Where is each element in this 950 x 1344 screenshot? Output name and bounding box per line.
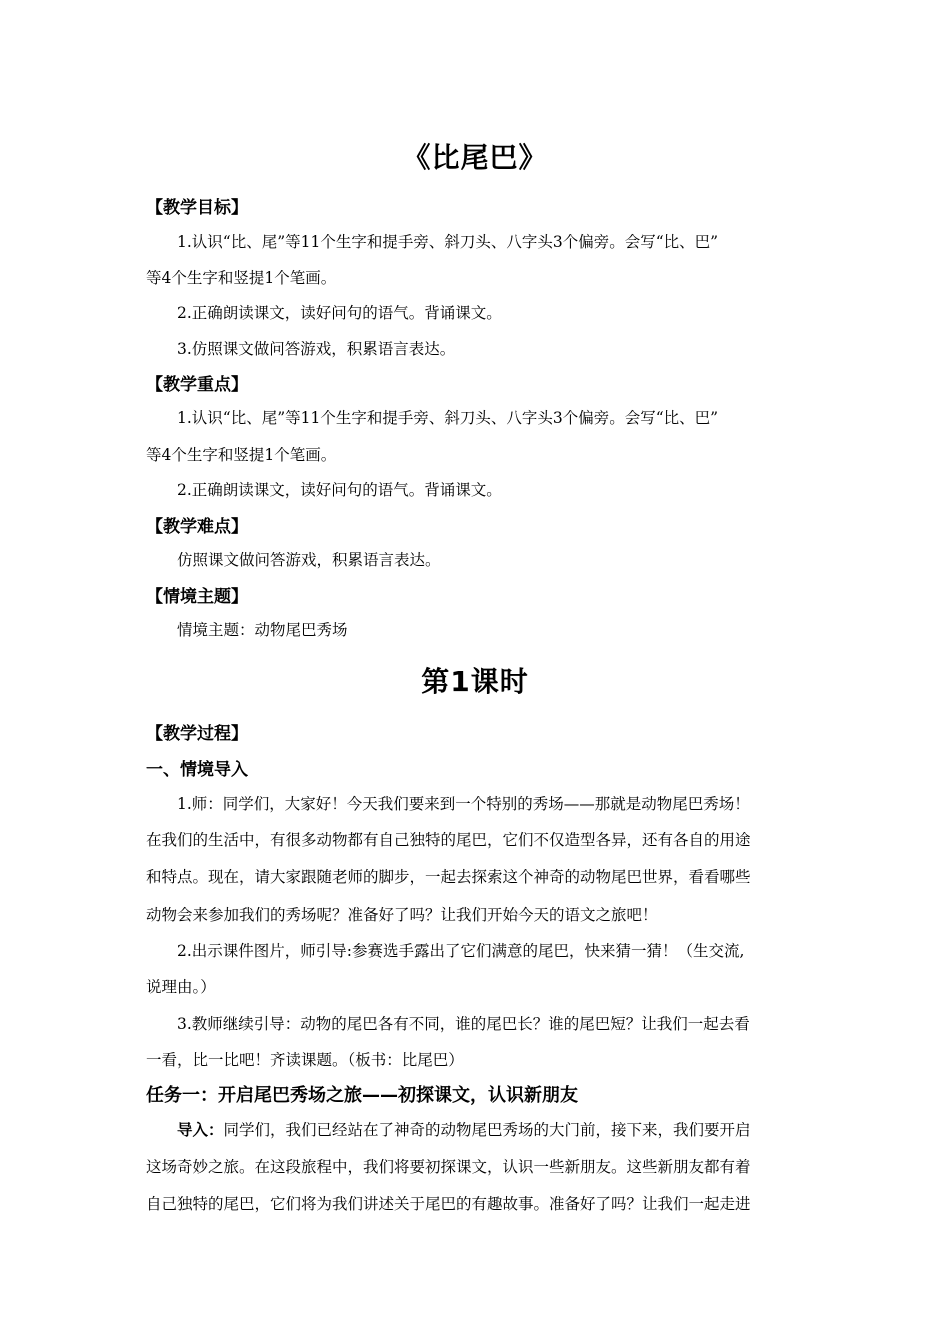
paragraph-3-line-1: 3.教师继续引导：动物的尾巴各有不同，谁的尾巴长？谁的尾巴短？让我们一起去看 bbox=[177, 1015, 750, 1033]
goals-heading: 【教学目标】 bbox=[146, 198, 248, 218]
intro-line-1 bbox=[177, 1118, 751, 1140]
goals-item-1-line-2: 等4个生字和竖提1个笔画。 bbox=[146, 269, 337, 287]
lesson-title: 第1课时 bbox=[421, 665, 529, 698]
intro-line-3: 自己独特的尾巴，它们将为我们讲述关于尾巴的有趣故事。准备好了吗？让我们一起走进 bbox=[146, 1195, 751, 1213]
goals-item-3: 3.仿照课文做问答游戏，积累语言表达。 bbox=[177, 340, 456, 358]
theme-heading: 【情境主题】 bbox=[146, 587, 248, 607]
paragraph-1-line-1: 1.师：同学们，大家好！今天我们要来到一个特别的秀场——那就是动物尾巴秀场！ bbox=[177, 795, 750, 813]
intro-line-2: 这场奇妙之旅。在这段旅程中，我们将要初探课文，认识一些新朋友。这些新朋友都有着 bbox=[146, 1158, 751, 1176]
goals-item-2: 2.正确朗读课文，读好问句的语气。背诵课文。 bbox=[177, 304, 502, 322]
goals-item-1-line-1: 1.认识“比、尾”等11个生字和提手旁、斜刀头、八字头3个偏旁。会写“比、巴” bbox=[177, 233, 719, 251]
key-points-heading: 【教学重点】 bbox=[146, 375, 248, 395]
task-1-heading: 任务一：开启尾巴秀场之旅——初探课文，认识新朋友 bbox=[146, 1085, 578, 1106]
document-title: 《比尾巴》 bbox=[402, 141, 548, 174]
section-1-heading: 一、情境导入 bbox=[146, 760, 248, 780]
key-points-item-2: 2.正确朗读课文，读好问句的语气。背诵课文。 bbox=[177, 481, 502, 499]
paragraph-2-line-1: 2.出示课件图片，师引导:参赛选手露出了它们满意的尾巴，快来猜一猜！（生交流, bbox=[177, 942, 745, 960]
difficulties-text: 仿照课文做问答游戏，积累语言表达。 bbox=[177, 551, 441, 569]
intro-line-1-text: 同学们，我们已经站在了神奇的动物尾巴秀场的大门前，接下来，我们要开启 bbox=[223, 1121, 751, 1139]
difficulties-heading: 【教学难点】 bbox=[146, 517, 248, 537]
paragraph-1-line-3: 和特点。现在，请大家跟随老师的脚步，一起去探索这个神奇的动物尾巴世界，看看哪些 bbox=[146, 868, 751, 886]
intro-label: 导入： bbox=[177, 1121, 224, 1139]
paragraph-2-line-2: 说理由。） bbox=[146, 978, 216, 996]
process-heading: 【教学过程】 bbox=[146, 724, 248, 744]
paragraph-1-line-2: 在我们的生活中，有很多动物都有自己独特的尾巴，它们不仅造型各异，还有各自的用途 bbox=[146, 831, 751, 849]
key-points-item-1-line-1: 1.认识“比、尾”等11个生字和提手旁、斜刀头、八字头3个偏旁。会写“比、巴” bbox=[177, 409, 719, 427]
key-points-item-1-line-2: 等4个生字和竖提1个笔画。 bbox=[146, 446, 337, 464]
theme-text: 情境主题：动物尾巴秀场 bbox=[177, 621, 348, 639]
paragraph-3-line-2: 一看，比一比吧！齐读课题。（板书：比尾巴） bbox=[146, 1051, 464, 1069]
paragraph-1-line-4: 动物会来参加我们的秀场呢？准备好了吗？让我们开始今天的语文之旅吧！ bbox=[146, 906, 658, 924]
